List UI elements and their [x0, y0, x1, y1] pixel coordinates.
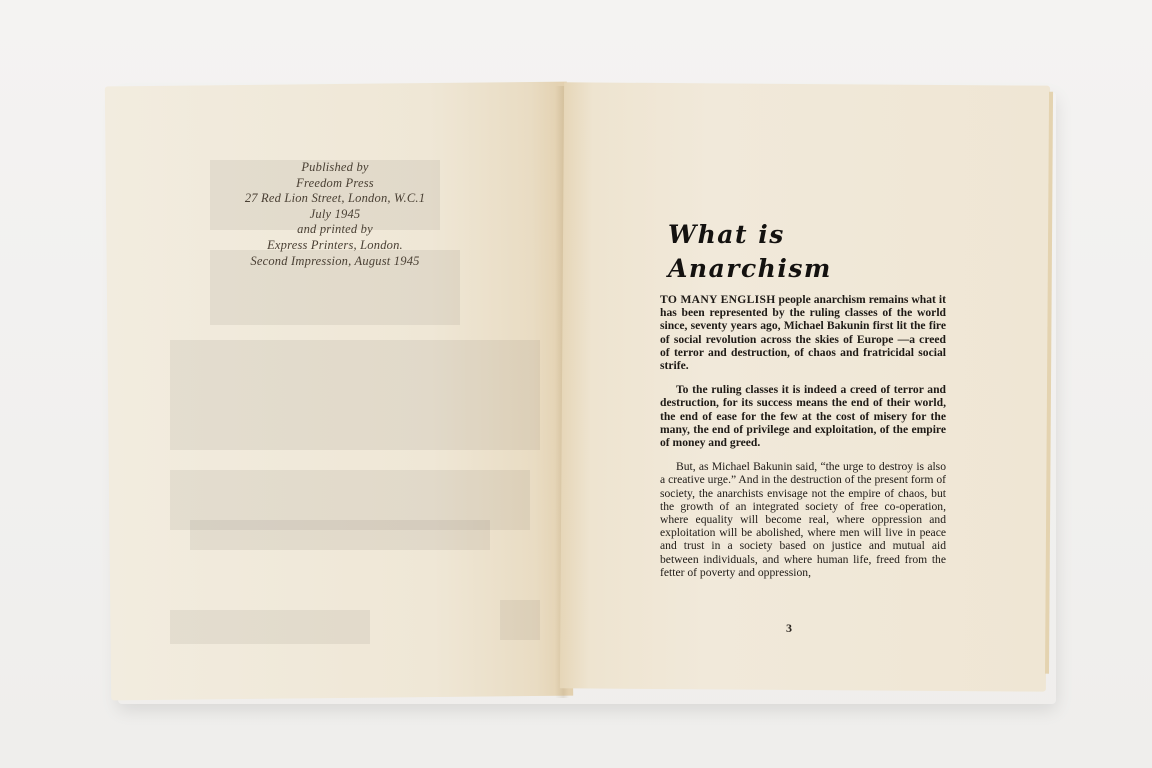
paragraph-1: [660, 293, 946, 372]
paragraph-1-lead: TO MANY ENGLISH: [660, 293, 776, 306]
title-line-1: What is: [668, 220, 785, 249]
imprint-line: Second Impression, August 1945: [250, 253, 420, 268]
article-body: [660, 293, 946, 590]
paragraph-2: To the ruling classes it is indeed a creed of terror and destruction, for its success means the end of their world, the end of ease for the few at the cost of misery for the many, the end of privilege and exploitation, of the empire of money and greed.: [660, 383, 946, 450]
imprint-line: and printed by: [297, 222, 373, 237]
imprint-line: Published by: [301, 160, 369, 174]
imprint-line: Freedom Press: [296, 175, 374, 190]
paragraph-3: But, as Michael Bakunin said, “the urge to destroy is also a creative urge.” And in the destruction of the present form of society, the anarchists envisage not the empire of chaos, but the growth of an integrated society of free co-operation, where equality will become real, where oppression and exploitation will be abolished, where men will live in peace and trust in a society based on justice and mutual aid between individuals, and where human life, freed from the fetter of poverty and oppression,: [660, 460, 946, 579]
publisher-imprint: [222, 160, 448, 269]
imprint-line: Express Printers, London.: [267, 237, 403, 252]
title-line-2: Anarchism: [668, 254, 832, 283]
page-number: 3: [786, 621, 792, 635]
imprint-line: 27 Red Lion Street, London, W.C.1: [244, 191, 426, 206]
page-title: [668, 218, 832, 286]
imprint-line: July 1945: [309, 206, 361, 221]
paragraph-1-text: people anarchism remains what it has been represented by the ruling classes of the world since, seventy years ago, Michael Bakunin first lit the fire of social revolution across the skies of Europe —a creed of terror and destruction, of chaos and fratricidal social strife.: [660, 293, 946, 373]
